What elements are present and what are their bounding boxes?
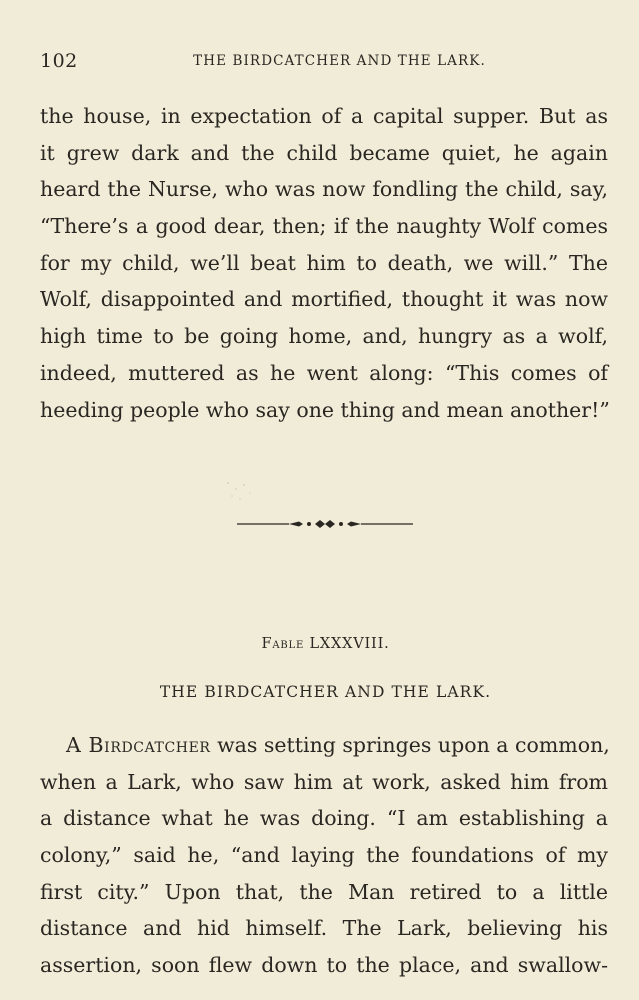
text-line: it grew dark and the child became quiet, he again	[40, 140, 608, 165]
fable-title: THE BIRDCATCHER AND THE LARK.	[159, 683, 492, 701]
text-line: assertion, soon flew down to the place, and swallow-	[40, 953, 608, 978]
text-line: first city.” Upon that, the Man retired to a little	[40, 879, 608, 904]
text-line-first	[40, 727, 608, 764]
previous-fable-text	[40, 98, 608, 428]
text-line: the house, in expectation of a capital supper. But as	[40, 104, 608, 128]
text-line: for my child, we’ll beat him to death, we will.” The	[40, 250, 608, 275]
paper-specks	[222, 478, 262, 502]
page-number: 102	[40, 50, 78, 72]
text-line-rest: was setting springes upon a common,	[210, 733, 610, 757]
fable-text	[40, 727, 608, 984]
text-line: distance and hid himself. The Lark, believing his	[40, 916, 608, 941]
text-line: heard the Nurse, who was now fondling the child, say,	[40, 177, 608, 202]
text-line: when a Lark, who saw him at work, asked him from	[40, 769, 608, 794]
opening-small-caps: A Birdcatcher	[66, 733, 211, 757]
section-divider-ornament	[237, 514, 413, 534]
text-line: heeding people who say one thing and mean another!”	[40, 397, 610, 422]
text-line: high time to be going home, and, hungry as a wolf,	[40, 324, 608, 349]
text-line: indeed, muttered as he went along: “This comes of	[40, 360, 608, 385]
text-line: a distance what he was doing. “I am establishing a	[40, 806, 608, 831]
text-line: “There’s a good dear, then; if the naughty Wolf comes	[40, 214, 608, 239]
text-line: Wolf, disappointed and mortified, thought it was now	[40, 287, 608, 312]
running-head: THE BIRDCATCHER AND THE LARK.	[193, 53, 486, 69]
text-line: colony,” said he, “and laying the foundations of my	[40, 843, 608, 868]
fable-number: Fable LXXXVIII.	[261, 636, 390, 652]
